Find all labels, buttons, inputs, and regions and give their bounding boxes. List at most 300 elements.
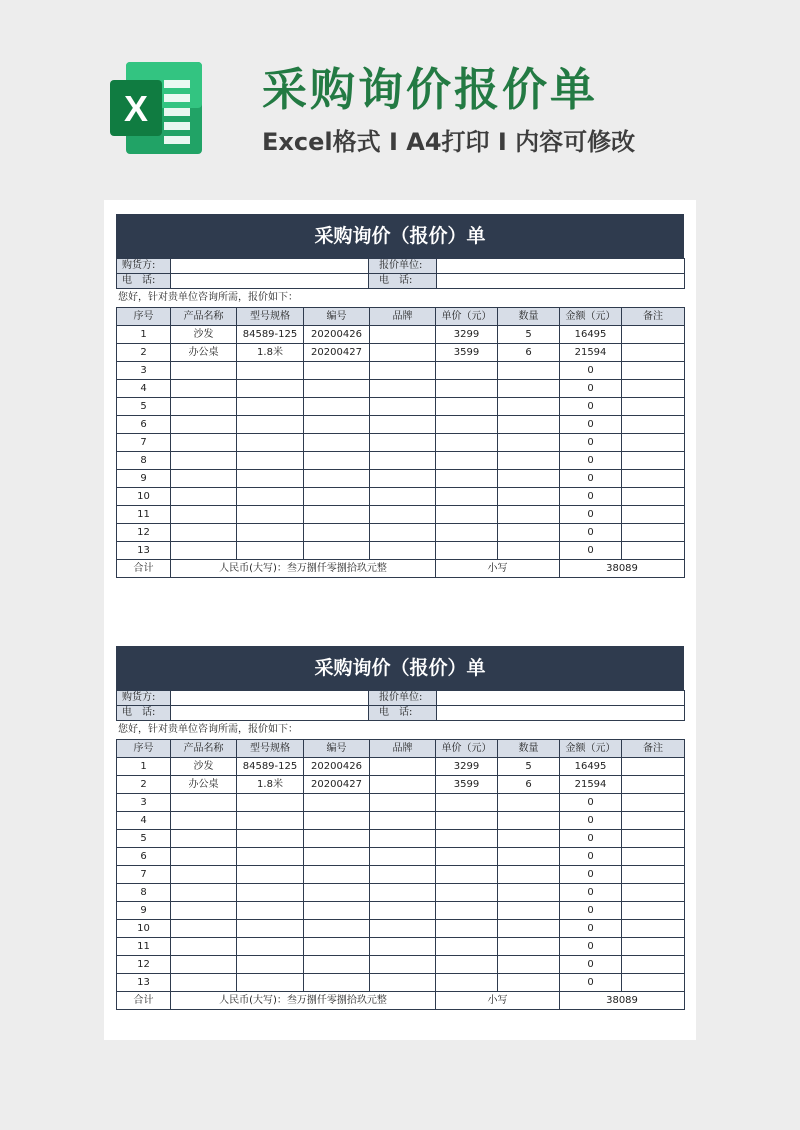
table-row [117, 758, 685, 776]
table-cell[interactable] [171, 380, 237, 398]
table-cell[interactable] [370, 416, 436, 434]
table-cell[interactable] [237, 398, 304, 416]
table-cell[interactable]: 16495 [560, 326, 622, 344]
table-row [117, 524, 685, 542]
table-cell[interactable]: 0 [560, 938, 622, 956]
table-cell[interactable] [498, 380, 560, 398]
table-cell[interactable] [370, 902, 436, 920]
table-cell[interactable]: 6 [498, 344, 560, 362]
table-cell[interactable]: 6 [117, 848, 171, 866]
table-cell[interactable]: 3599 [436, 344, 498, 362]
table-cell[interactable]: 9 [117, 902, 171, 920]
table-cell[interactable] [498, 452, 560, 470]
table-cell[interactable] [237, 542, 304, 560]
table-cell[interactable] [436, 812, 498, 830]
table-cell[interactable]: 3 [117, 794, 171, 812]
table-cell[interactable] [370, 758, 436, 776]
table-cell[interactable] [622, 974, 685, 992]
table-cell[interactable]: 0 [560, 416, 622, 434]
column-header: 品牌 [370, 740, 436, 758]
table-cell[interactable] [304, 956, 370, 974]
table-cell[interactable]: 12 [117, 956, 171, 974]
table-cell[interactable]: 0 [560, 920, 622, 938]
table-cell[interactable] [304, 434, 370, 452]
table-cell[interactable]: 0 [560, 866, 622, 884]
buyer-label: 购货方: [117, 259, 171, 274]
table-cell[interactable]: 0 [560, 974, 622, 992]
table-cell[interactable] [622, 488, 685, 506]
table-cell[interactable] [171, 488, 237, 506]
table-cell[interactable]: 5 [117, 398, 171, 416]
table-cell[interactable]: 10 [117, 488, 171, 506]
table-cell[interactable]: 0 [560, 542, 622, 560]
table-cell[interactable] [498, 542, 560, 560]
table-cell[interactable] [370, 542, 436, 560]
table-cell[interactable] [304, 830, 370, 848]
table-cell[interactable] [622, 830, 685, 848]
table-cell[interactable] [304, 794, 370, 812]
table-cell[interactable] [370, 524, 436, 542]
table-cell[interactable] [237, 794, 304, 812]
table-cell[interactable]: 21594 [560, 776, 622, 794]
table-cell[interactable] [370, 380, 436, 398]
table-row [117, 398, 685, 416]
table-cell[interactable]: 0 [560, 452, 622, 470]
table-cell[interactable]: 0 [560, 524, 622, 542]
table-cell[interactable]: 3599 [436, 776, 498, 794]
table-header-row [117, 740, 685, 758]
table-cell[interactable]: 20200427 [304, 776, 370, 794]
table-cell[interactable] [171, 416, 237, 434]
table-cell[interactable]: 0 [560, 362, 622, 380]
table-cell[interactable] [498, 902, 560, 920]
table-cell[interactable] [304, 938, 370, 956]
table-cell[interactable] [498, 488, 560, 506]
table-cell[interactable] [237, 812, 304, 830]
table-cell[interactable] [171, 848, 237, 866]
table-cell[interactable] [171, 362, 237, 380]
table-cell[interactable] [370, 776, 436, 794]
buyer-field[interactable] [171, 691, 369, 706]
table-cell[interactable] [237, 416, 304, 434]
table-row [117, 380, 685, 398]
table-cell[interactable] [498, 434, 560, 452]
column-header: 编号 [304, 740, 370, 758]
table-cell[interactable]: 0 [560, 470, 622, 488]
table-cell[interactable] [171, 830, 237, 848]
table-cell[interactable] [498, 470, 560, 488]
table-row [117, 812, 685, 830]
table-cell[interactable]: 0 [560, 848, 622, 866]
table-cell[interactable] [436, 902, 498, 920]
table-cell[interactable]: 办公桌 [171, 776, 237, 794]
logo-letter: X [123, 88, 149, 129]
column-header: 备注 [622, 308, 685, 326]
table-cell[interactable] [622, 362, 685, 380]
table-cell[interactable] [436, 416, 498, 434]
table-cell[interactable]: 7 [117, 434, 171, 452]
column-header: 型号规格 [237, 740, 304, 758]
table-cell[interactable] [622, 434, 685, 452]
table-cell[interactable] [436, 938, 498, 956]
table-row [117, 542, 685, 560]
table-cell[interactable] [237, 902, 304, 920]
table-row [117, 452, 685, 470]
table-cell[interactable] [304, 920, 370, 938]
table-cell[interactable] [171, 884, 237, 902]
column-header: 品牌 [370, 308, 436, 326]
table-cell[interactable]: 4 [117, 380, 171, 398]
table-cell[interactable] [304, 542, 370, 560]
table-cell[interactable] [237, 974, 304, 992]
table-cell[interactable] [304, 506, 370, 524]
table-cell[interactable] [171, 794, 237, 812]
table-cell[interactable] [622, 758, 685, 776]
table-cell[interactable] [498, 362, 560, 380]
table-cell[interactable] [171, 542, 237, 560]
table-row [117, 848, 685, 866]
table-cell[interactable] [436, 974, 498, 992]
table-cell[interactable]: 5 [498, 758, 560, 776]
table-cell[interactable] [622, 884, 685, 902]
table-cell[interactable] [304, 866, 370, 884]
table-row [117, 470, 685, 488]
table-cell[interactable] [171, 920, 237, 938]
table-cell[interactable] [436, 506, 498, 524]
table-cell[interactable]: 7 [117, 866, 171, 884]
form-title: 采购询价（报价）单 [116, 646, 684, 690]
column-header: 序号 [117, 740, 171, 758]
table-cell[interactable] [622, 902, 685, 920]
table-cell[interactable] [237, 920, 304, 938]
table-cell[interactable] [304, 362, 370, 380]
table-cell[interactable] [498, 920, 560, 938]
table-cell[interactable] [436, 488, 498, 506]
column-header: 数量 [498, 740, 560, 758]
table-cell[interactable]: 11 [117, 938, 171, 956]
table-cell[interactable]: 2 [117, 344, 171, 362]
table-cell[interactable]: 6 [117, 416, 171, 434]
table-cell[interactable]: 2 [117, 776, 171, 794]
table-cell[interactable] [370, 362, 436, 380]
table-cell[interactable] [370, 452, 436, 470]
table-cell[interactable] [237, 506, 304, 524]
table-cell[interactable] [436, 920, 498, 938]
table-cell[interactable] [171, 524, 237, 542]
table-cell[interactable]: 沙发 [171, 758, 237, 776]
table-cell[interactable] [622, 938, 685, 956]
table-cell[interactable] [436, 452, 498, 470]
table-cell[interactable] [498, 830, 560, 848]
table-cell[interactable] [237, 866, 304, 884]
table-cell[interactable] [622, 524, 685, 542]
table-cell[interactable]: 8 [117, 452, 171, 470]
table-cell[interactable] [370, 884, 436, 902]
table-cell[interactable] [171, 470, 237, 488]
table-cell[interactable] [237, 524, 304, 542]
table-cell[interactable]: 5 [498, 326, 560, 344]
table-cell[interactable] [622, 506, 685, 524]
table-cell[interactable] [304, 884, 370, 902]
table-cell[interactable] [498, 506, 560, 524]
total-small-label: 小写 [436, 992, 560, 1010]
column-header: 型号规格 [237, 308, 304, 326]
table-row [117, 866, 685, 884]
column-header: 备注 [622, 740, 685, 758]
table-cell[interactable]: 办公桌 [171, 344, 237, 362]
table-cell[interactable] [304, 380, 370, 398]
table-row [117, 902, 685, 920]
table-cell[interactable] [498, 956, 560, 974]
buyer-field[interactable] [171, 259, 369, 274]
table-cell[interactable] [622, 776, 685, 794]
phone-label: 电 话: [117, 706, 171, 721]
table-cell[interactable] [304, 470, 370, 488]
table-cell[interactable] [370, 956, 436, 974]
table-cell[interactable]: 0 [560, 506, 622, 524]
excel-logo-icon [104, 56, 208, 160]
table-cell[interactable] [237, 362, 304, 380]
total-small-value: 38089 [560, 992, 685, 1010]
table-cell[interactable] [370, 974, 436, 992]
table-cell[interactable]: 5 [117, 830, 171, 848]
total-label: 合计 [117, 560, 171, 578]
table-cell[interactable]: 0 [560, 902, 622, 920]
table-cell[interactable] [436, 884, 498, 902]
table-cell[interactable] [436, 524, 498, 542]
table-row [117, 506, 685, 524]
table-row [117, 920, 685, 938]
table-cell[interactable] [304, 398, 370, 416]
table-cell[interactable] [370, 488, 436, 506]
table-cell[interactable] [304, 902, 370, 920]
table-row [117, 830, 685, 848]
phone2-field[interactable] [437, 274, 685, 289]
table-cell[interactable]: 6 [498, 776, 560, 794]
table-cell[interactable] [370, 812, 436, 830]
table-cell[interactable] [622, 794, 685, 812]
table-cell[interactable] [237, 488, 304, 506]
table-cell[interactable] [171, 902, 237, 920]
table-cell[interactable] [622, 920, 685, 938]
table-cell[interactable]: 16495 [560, 758, 622, 776]
table-row [117, 884, 685, 902]
phone2-field[interactable] [437, 706, 685, 721]
table-cell[interactable] [370, 848, 436, 866]
table-cell[interactable]: 20200426 [304, 326, 370, 344]
table-cell[interactable] [370, 506, 436, 524]
column-header: 数量 [498, 308, 560, 326]
table-cell[interactable] [370, 344, 436, 362]
table-cell[interactable] [237, 434, 304, 452]
table-cell[interactable]: 1.8米 [237, 344, 304, 362]
table-cell[interactable]: 0 [560, 380, 622, 398]
table-cell[interactable] [498, 794, 560, 812]
table-cell[interactable] [370, 830, 436, 848]
table-cell[interactable] [370, 398, 436, 416]
table-row [117, 974, 685, 992]
quote-form [116, 646, 684, 1010]
total-rmb-upper: 人民币(大写)：叁万捌仟零捌拾玖元整 [171, 992, 436, 1010]
quote-unit-field[interactable] [437, 691, 685, 706]
table-cell[interactable] [171, 956, 237, 974]
table-cell[interactable]: 1 [117, 326, 171, 344]
table-cell[interactable]: 12 [117, 524, 171, 542]
table-cell[interactable] [436, 470, 498, 488]
table-cell[interactable]: 3 [117, 362, 171, 380]
table-cell[interactable] [237, 884, 304, 902]
table-cell[interactable] [436, 362, 498, 380]
table-cell[interactable]: 0 [560, 884, 622, 902]
table-cell[interactable]: 0 [560, 830, 622, 848]
table-cell[interactable] [498, 884, 560, 902]
table-cell[interactable] [237, 830, 304, 848]
table-cell[interactable] [436, 848, 498, 866]
table-cell[interactable]: 84589-125 [237, 326, 304, 344]
table-cell[interactable] [171, 812, 237, 830]
table-cell[interactable] [304, 524, 370, 542]
table-cell[interactable] [436, 398, 498, 416]
buyer-label: 购货方: [117, 691, 171, 706]
column-header: 单价（元） [436, 740, 498, 758]
table-cell[interactable] [237, 470, 304, 488]
table-cell[interactable] [304, 416, 370, 434]
table-cell[interactable]: 20200426 [304, 758, 370, 776]
quote-unit-field[interactable] [437, 259, 685, 274]
column-header: 金额（元） [560, 308, 622, 326]
table-cell[interactable] [370, 920, 436, 938]
table-cell[interactable] [304, 848, 370, 866]
total-small-value: 38089 [560, 560, 685, 578]
table-cell[interactable] [436, 380, 498, 398]
table-cell[interactable] [622, 398, 685, 416]
page-header [0, 0, 800, 190]
table-cell[interactable] [237, 380, 304, 398]
quote-unit-label: 报价单位: [369, 259, 437, 274]
greeting-text: 您好，针对贵单位咨询所需，报价如下： [118, 292, 298, 303]
table-cell[interactable] [171, 398, 237, 416]
table-cell[interactable] [498, 416, 560, 434]
table-cell[interactable] [436, 956, 498, 974]
table-cell[interactable] [622, 470, 685, 488]
table-row [117, 488, 685, 506]
table-cell[interactable] [370, 794, 436, 812]
table-cell[interactable] [622, 956, 685, 974]
table-cell[interactable]: 3299 [436, 758, 498, 776]
table-cell[interactable] [436, 794, 498, 812]
table-cell[interactable] [171, 866, 237, 884]
table-cell[interactable] [436, 542, 498, 560]
table-cell[interactable] [370, 866, 436, 884]
table-cell[interactable]: 9 [117, 470, 171, 488]
table-cell[interactable]: 沙发 [171, 326, 237, 344]
table-cell[interactable]: 0 [560, 812, 622, 830]
table-cell[interactable] [237, 452, 304, 470]
table-cell[interactable]: 1.8米 [237, 776, 304, 794]
table-cell[interactable] [436, 830, 498, 848]
greeting-text: 您好，针对贵单位咨询所需，报价如下： [118, 724, 298, 735]
table-cell[interactable]: 0 [560, 956, 622, 974]
table-cell[interactable]: 84589-125 [237, 758, 304, 776]
table-cell[interactable] [622, 344, 685, 362]
total-rmb-upper: 人民币(大写)：叁万捌仟零捌拾玖元整 [171, 560, 436, 578]
table-row [117, 956, 685, 974]
table-cell[interactable] [498, 398, 560, 416]
table-cell[interactable]: 0 [560, 398, 622, 416]
table-cell[interactable] [304, 488, 370, 506]
table-cell[interactable] [171, 452, 237, 470]
table-cell[interactable] [622, 866, 685, 884]
table-cell[interactable] [622, 848, 685, 866]
table-cell[interactable]: 13 [117, 974, 171, 992]
table-cell[interactable]: 8 [117, 884, 171, 902]
table-cell[interactable] [171, 974, 237, 992]
table-cell[interactable] [622, 812, 685, 830]
table-cell[interactable]: 10 [117, 920, 171, 938]
table-cell[interactable] [498, 848, 560, 866]
table-cell[interactable]: 0 [560, 794, 622, 812]
table-row [117, 434, 685, 452]
quote-table [116, 307, 685, 578]
table-cell[interactable] [237, 938, 304, 956]
table-cell[interactable] [436, 434, 498, 452]
table-cell[interactable]: 13 [117, 542, 171, 560]
table-cell[interactable] [304, 974, 370, 992]
table-cell[interactable]: 20200427 [304, 344, 370, 362]
table-cell[interactable] [498, 866, 560, 884]
total-label: 合计 [117, 992, 171, 1010]
table-cell[interactable] [370, 434, 436, 452]
table-cell[interactable]: 0 [560, 434, 622, 452]
quote-unit-label: 报价单位: [369, 691, 437, 706]
phone2-label: 电 话: [369, 706, 437, 721]
table-cell[interactable] [237, 848, 304, 866]
table-cell[interactable]: 4 [117, 812, 171, 830]
table-cell[interactable] [436, 866, 498, 884]
table-cell[interactable]: 0 [560, 488, 622, 506]
table-cell[interactable] [171, 434, 237, 452]
phone-field[interactable] [171, 706, 369, 721]
table-cell[interactable] [237, 956, 304, 974]
table-cell[interactable] [370, 938, 436, 956]
table-cell[interactable] [622, 326, 685, 344]
table-cell[interactable] [622, 416, 685, 434]
info-table [116, 258, 685, 289]
page-title: 采购询价报价单 [262, 63, 599, 116]
phone-field[interactable] [171, 274, 369, 289]
table-cell[interactable] [370, 326, 436, 344]
form-title: 采购询价（报价）单 [116, 214, 684, 258]
table-cell[interactable]: 1 [117, 758, 171, 776]
table-cell[interactable] [304, 812, 370, 830]
table-cell[interactable] [498, 938, 560, 956]
table-cell[interactable] [622, 542, 685, 560]
phone-label: 电 话: [117, 274, 171, 289]
table-cell[interactable]: 21594 [560, 344, 622, 362]
table-cell[interactable]: 3299 [436, 326, 498, 344]
table-cell[interactable]: 11 [117, 506, 171, 524]
table-cell[interactable] [370, 470, 436, 488]
table-cell[interactable] [498, 812, 560, 830]
table-cell[interactable] [498, 974, 560, 992]
table-row [117, 794, 685, 812]
table-cell[interactable] [622, 380, 685, 398]
table-cell[interactable] [622, 452, 685, 470]
table-cell[interactable] [171, 938, 237, 956]
table-cell[interactable] [498, 524, 560, 542]
table-cell[interactable] [304, 452, 370, 470]
table-cell[interactable] [171, 506, 237, 524]
